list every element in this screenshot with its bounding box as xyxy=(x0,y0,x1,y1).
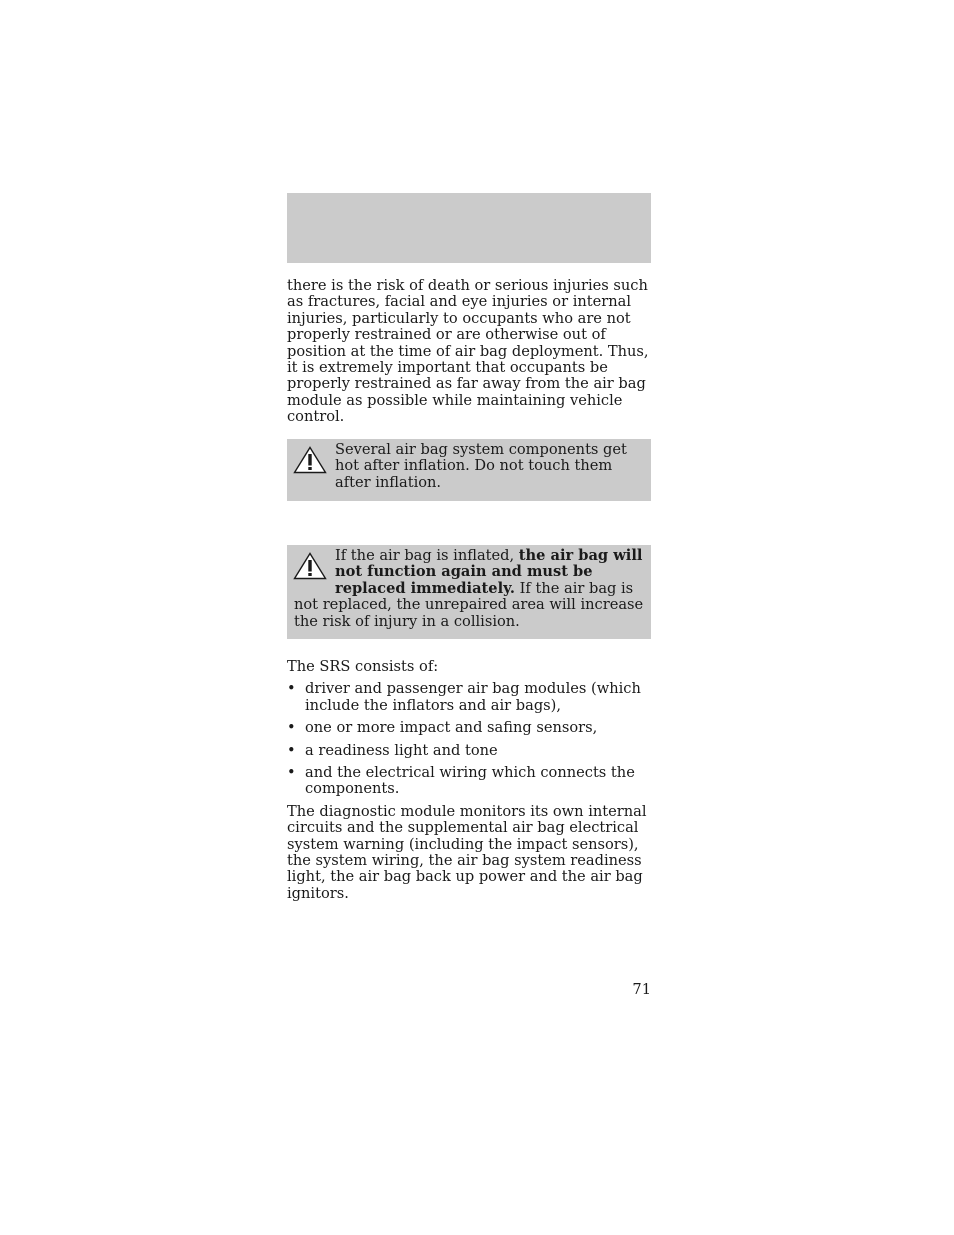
warning-text-after: If the air bag is not replaced, the unrepaired area will increase the risk of injury in a collision. xyxy=(294,579,644,630)
warning-text-bold: the air bag will not function again and must be replaced immediately. xyxy=(335,547,643,597)
warning-box-replace-airbag xyxy=(287,545,651,639)
srs-component-list xyxy=(287,681,651,797)
bullet-icon: • xyxy=(287,741,296,759)
list-item xyxy=(287,720,651,736)
list-item-text: and the electrical wiring which connects the components. xyxy=(305,764,635,798)
warning-text-before: If the air bag is inflated, xyxy=(335,547,519,564)
intro-paragraph: there is the risk of death or serious injuries such as fractures, facial and eye injuries or internal injuries, particularly to occupants who are not properly restrained or are otherwise out of position at the time of air bag deployment. Thus, it is extremely important that occupants be properly restrained as far away from the air bag module as possible while maintaining vehicle control. xyxy=(287,277,649,426)
list-item xyxy=(287,743,651,759)
bullet-icon: • xyxy=(287,719,296,737)
warning-triangle-icon xyxy=(293,552,329,582)
warning-text: Several air bag system components get hot after inflation. Do not touch them after inflation. xyxy=(335,441,627,491)
warning-triangle-icon xyxy=(293,446,329,476)
list-item xyxy=(287,681,651,714)
diagnostic-paragraph: The diagnostic module monitors its own internal circuits and the supplemental air bag electrical system warning (including the impact sensors), the system wiring, the air bag system readiness light, the air bag back up power and the air bag ignitors. xyxy=(287,802,647,902)
srs-section xyxy=(287,659,651,902)
section-header-bar xyxy=(287,193,651,263)
bullet-icon: • xyxy=(287,764,296,782)
list-item xyxy=(287,765,651,798)
list-item-text: driver and passenger air bag modules (which include the inflators and air bags), xyxy=(305,680,641,714)
list-item-text: a readiness light and tone xyxy=(305,741,498,759)
list-item-text: one or more impact and safing sensors, xyxy=(305,719,598,737)
srs-heading: The SRS consists of: xyxy=(287,658,439,675)
warning-box-hot-components xyxy=(287,439,651,501)
page-number: 71 xyxy=(632,981,651,998)
bullet-icon: • xyxy=(287,680,296,698)
